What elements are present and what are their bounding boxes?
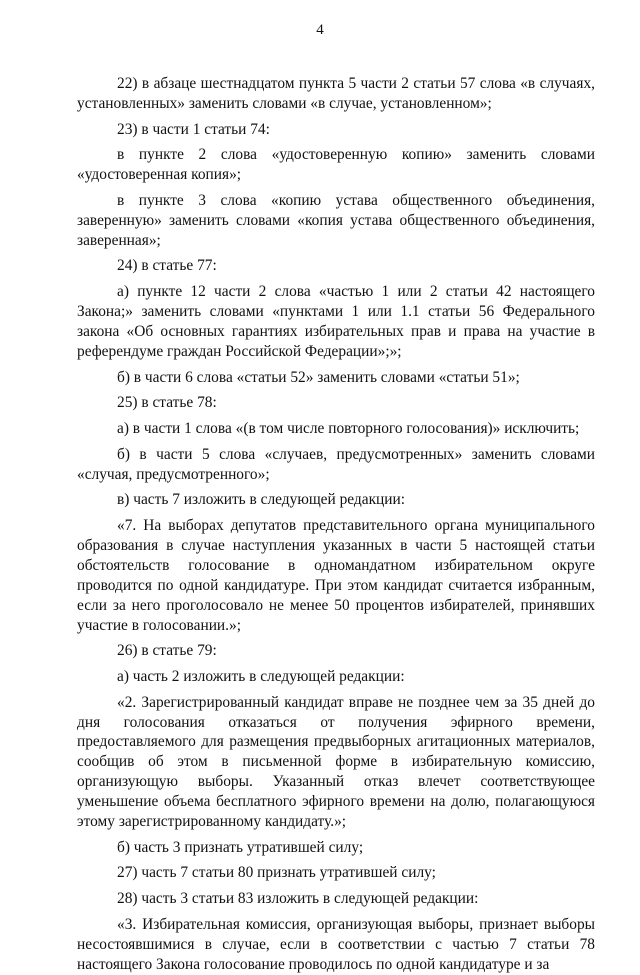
paragraph: 23) в части 1 статьи 74: bbox=[117, 120, 270, 138]
paragraph: а) пункте 12 части 2 слова «частью 1 или 2 статьи 42 настоящего Закона;» заменить словами «пунктами 1 или 1.1 статьи 56 Федерального закона «Об основных гарантиях избирательных прав и права на участие в референдуме граждан Российской Федерации»;»; bbox=[77, 283, 595, 360]
paragraph: 26) в статье 79: bbox=[117, 642, 217, 660]
page-number: 4 bbox=[316, 22, 324, 38]
paragraph: «2. Зарегистрированный кандидат вправе не позднее чем за 35 дней до дня голосования отказаться от получения эфирного времени, предоставляемого для размещения предвыборных агитационных материалов, сообщив об этом в письменной форме в избирательную комиссию, организующую выборы. Указанный отказ влечет соответствующее уменьшение объема бесплатного эфирного времени на долю, полагающуюся этому зарегистрированному кандидату.»; bbox=[77, 693, 595, 831]
paragraph: в) часть 7 изложить в следующей редакции: bbox=[117, 491, 406, 509]
paragraph: б) в части 6 слова «статьи 52» заменить словами «статьи 51»; bbox=[117, 368, 520, 386]
paragraph: 25) в статье 78: bbox=[117, 394, 217, 412]
paragraph: 28) часть 3 статьи 83 изложить в следующей редакции: bbox=[117, 890, 479, 908]
paragraph: а) в части 1 слова «(в том числе повторного голосования)» исключить; bbox=[117, 419, 580, 437]
paragraph: «7. На выборах депутатов представительного органа муниципального образования в случае наступления указанных в части 5 настоящей статьи обстоятельств голосование в одномандатном избирательном округе проводится по одной кандидатуре. При этом кандидат считается избранным, если за него проголосовало не менее 50 процентов избирателей, принявших участие в голосовании.»; bbox=[77, 516, 595, 634]
paragraph: в пункте 3 слова «копию устава общественного объединения, заверенную» заменить словами «копия устава общественного объединения, заверенная»; bbox=[77, 191, 595, 249]
paragraph: б) в части 5 слова «случаев, предусмотренных» заменить словами «случая, предусмотренного»; bbox=[77, 445, 595, 483]
paragraph: «3. Избирательная комиссия, организующая выборы, признает выборы несостоявшимися в случае, если в соответствии с частью 7 статьи 78 настоящего Закона голосование проводилось по одной кандидатуре и за bbox=[77, 915, 595, 973]
paragraph: 24) в статье 77: bbox=[117, 257, 217, 275]
paragraph: 27) часть 7 статьи 80 признать утратившей силу; bbox=[117, 864, 436, 882]
paragraph: в пункте 2 слова «удостоверенную копию» заменить словами «удостоверенная копия»; bbox=[77, 146, 595, 184]
paragraph: б) часть 3 признать утратившей силу; bbox=[117, 838, 364, 856]
paragraph: а) часть 2 изложить в следующей редакции: bbox=[117, 667, 405, 685]
paragraph: 22) в абзаце шестнадцатом пункта 5 части 2 статьи 57 слова «в случаях, установленных» заменить словами «в случае, установленном»; bbox=[77, 75, 595, 112]
document-body bbox=[77, 74, 595, 975]
